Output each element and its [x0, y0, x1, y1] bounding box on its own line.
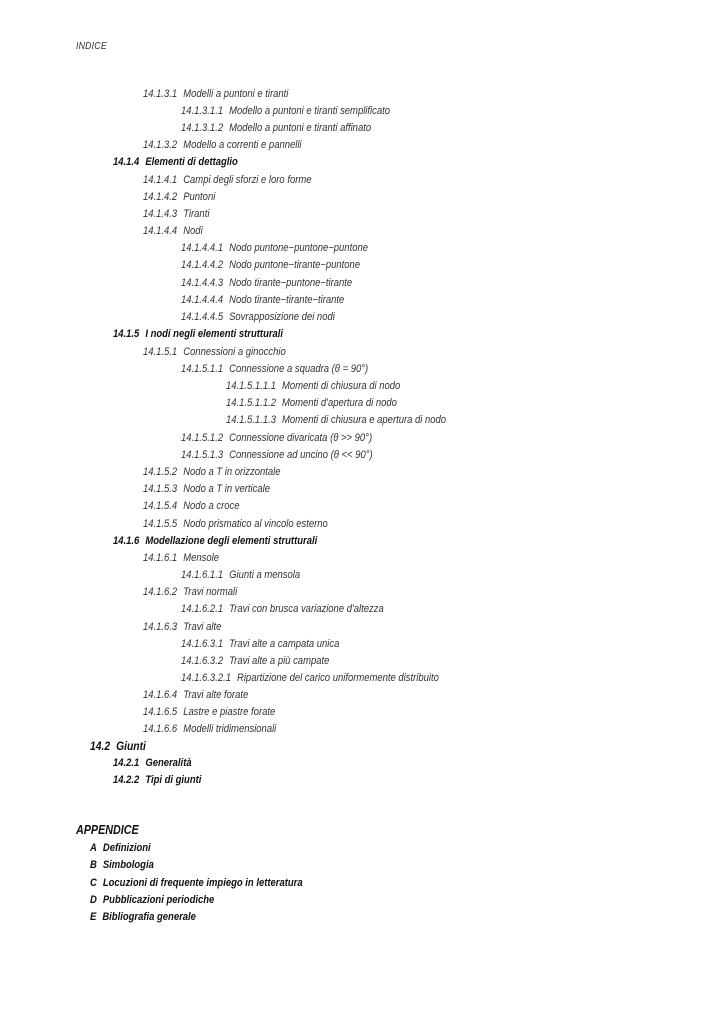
- toc-number: 14.1.5.1.1.1: [226, 380, 276, 392]
- toc-title: Nodo a T in verticale: [183, 483, 270, 495]
- toc-number: 14.1.4.4.3: [181, 277, 224, 289]
- toc-number: 14.1.5.1.1.2: [226, 397, 276, 409]
- toc-title: Nodo puntone−puntone−puntone: [229, 242, 368, 254]
- appendix-item-title: Simbologia: [102, 859, 154, 871]
- toc-entry[interactable]: [181, 310, 335, 324]
- toc-title: Campi degli sforzi e loro forme: [183, 174, 312, 186]
- toc-title: Ripartizione del carico uniformemente distribuito: [236, 672, 439, 684]
- toc-entry[interactable]: [143, 688, 248, 702]
- toc-title: Travi alte forate: [183, 689, 249, 701]
- toc-entry[interactable]: [143, 722, 276, 736]
- toc-title: Nodo a croce: [183, 500, 240, 512]
- toc-number: 14.1.4.2: [143, 191, 178, 203]
- toc-entry[interactable]: [143, 345, 286, 359]
- toc-number: 14.1.4.4.5: [181, 311, 224, 323]
- toc-number: 14.1.6.1.1: [181, 569, 224, 581]
- toc-title: Tipi di giunti: [145, 774, 202, 786]
- toc-number: 14.1.4.4.4: [181, 294, 224, 306]
- toc-entry[interactable]: [90, 739, 146, 753]
- toc-title: Nodo puntone−tirante−puntone: [229, 259, 361, 271]
- appendix-entry[interactable]: [90, 893, 214, 907]
- toc-entry[interactable]: [181, 362, 368, 376]
- appendix-title: APPENDICE: [76, 823, 139, 837]
- toc-title: Momenti d'apertura di nodo: [281, 397, 397, 409]
- toc-entry[interactable]: [181, 671, 439, 685]
- toc-entry[interactable]: [181, 241, 368, 255]
- toc-number: 14.1.4.4.2: [181, 259, 224, 271]
- toc-title: Nodo tirante−tirante−tirante: [229, 294, 345, 306]
- toc-number: 14.1.5.1.2: [181, 432, 224, 444]
- toc-number: 14.1.5.1: [143, 346, 178, 358]
- toc-entry[interactable]: [143, 173, 312, 187]
- toc-title: Travi alte a campata unica: [229, 638, 340, 650]
- toc-entry[interactable]: [113, 327, 283, 341]
- appendix-item-title: Definizioni: [102, 842, 151, 854]
- toc-entry[interactable]: [181, 602, 384, 616]
- toc-entry[interactable]: [181, 258, 360, 272]
- toc-number: 14.1.6.5: [143, 706, 178, 718]
- toc-title: Nodi: [183, 225, 203, 237]
- toc-number: 14.1.5.1.1.3: [226, 414, 276, 426]
- toc-number: 14.1.6.6: [143, 723, 178, 735]
- toc-number: 14.1.4.4: [143, 225, 178, 237]
- toc-number: 14.1.6.1: [143, 552, 178, 564]
- toc-title: Connessione ad uncino (θ << 90°): [229, 449, 373, 461]
- toc-title: Giunti a mensola: [229, 569, 301, 581]
- toc-entry[interactable]: [181, 431, 372, 445]
- toc-number: 14.1.6.4: [143, 689, 178, 701]
- toc-title: Lastre e piastre forate: [183, 706, 276, 718]
- toc-number: 14.1.4: [113, 156, 140, 168]
- toc-title: Mensole: [183, 552, 219, 564]
- appendix-item-title: Pubblicazioni periodiche: [102, 894, 215, 906]
- toc-title: I nodi negli elementi strutturali: [145, 328, 284, 340]
- toc-title: Modellazione degli elementi strutturali: [145, 535, 318, 547]
- toc-entry[interactable]: [113, 773, 201, 787]
- toc-entry[interactable]: [181, 121, 371, 135]
- toc-number: 14.1.6.2: [143, 586, 178, 598]
- toc-entry[interactable]: [226, 396, 397, 410]
- appendix-entry[interactable]: [90, 876, 303, 890]
- page-header: INDICE: [76, 41, 107, 52]
- toc-entry[interactable]: [143, 482, 270, 496]
- toc-title: Travi con brusca variazione d'altezza: [229, 603, 384, 615]
- toc-title: Travi alte: [183, 621, 222, 633]
- toc-title: Modello a puntoni e tiranti semplificato: [229, 105, 391, 117]
- toc-entry[interactable]: [181, 654, 329, 668]
- toc-title: Modello a correnti e pannelli: [183, 139, 302, 151]
- toc-number: 14.2.1: [113, 757, 140, 769]
- toc-title: Modello a puntoni e tiranti affinato: [229, 122, 372, 134]
- toc-entry[interactable]: [143, 551, 219, 565]
- toc-entry[interactable]: [143, 207, 209, 221]
- toc-number: 14.1.3.2: [143, 139, 178, 151]
- toc-entry[interactable]: [143, 87, 288, 101]
- toc-entry[interactable]: [113, 155, 238, 169]
- toc-entry[interactable]: [143, 517, 328, 531]
- toc-entry[interactable]: [143, 138, 302, 152]
- toc-title: Puntoni: [183, 191, 216, 203]
- toc-number: 14.1.6.3.2.1: [181, 672, 231, 684]
- toc-number: 14.1.5.1.3: [181, 449, 224, 461]
- toc-entry[interactable]: [181, 104, 390, 118]
- toc-entry[interactable]: [181, 276, 352, 290]
- appendix-entry[interactable]: [90, 858, 154, 872]
- appendix-letter: C: [90, 877, 97, 889]
- toc-entry[interactable]: [181, 637, 339, 651]
- toc-number: 14.1.6.3.1: [181, 638, 224, 650]
- toc-entry[interactable]: [143, 499, 239, 513]
- toc-entry[interactable]: [181, 568, 300, 582]
- toc-entry[interactable]: [143, 224, 203, 238]
- appendix-letter: A: [90, 842, 97, 854]
- toc-number: 14.1.5.5: [143, 518, 178, 530]
- toc-title: Modelli a puntoni e tiranti: [183, 88, 289, 100]
- toc-entry[interactable]: [113, 534, 317, 548]
- toc-number: 14.1.5: [113, 328, 140, 340]
- appendix-entry[interactable]: [90, 910, 196, 924]
- toc-number: 14.1.4.1: [143, 174, 178, 186]
- toc-number: 14.1.3.1: [143, 88, 178, 100]
- toc-entry[interactable]: [181, 448, 373, 462]
- toc-entry[interactable]: [143, 705, 275, 719]
- toc-number: 14.1.5.1.1: [181, 363, 224, 375]
- toc-title: Momenti di chiusura di nodo: [281, 380, 401, 392]
- toc-number: 14.2.2: [113, 774, 140, 786]
- toc-number: 14.1.6.3: [143, 621, 178, 633]
- toc-title: Sovrapposizione dei nodi: [229, 311, 335, 323]
- toc-entry[interactable]: [143, 585, 237, 599]
- toc-title: Connessione a squadra (θ = 90°): [229, 363, 369, 375]
- toc-title: Travi alte a più campate: [229, 655, 330, 667]
- appendix-letter: E: [90, 911, 97, 923]
- toc-title: Generalità: [145, 757, 192, 769]
- appendix-letter: B: [90, 859, 97, 871]
- toc-number: 14.1.3.1.1: [181, 105, 224, 117]
- appendix-item-title: Bibliografia generale: [102, 911, 196, 923]
- appendix-entry[interactable]: [90, 841, 151, 855]
- appendix-letter: D: [90, 894, 97, 906]
- toc-number: 14.2: [90, 739, 111, 753]
- toc-entry[interactable]: [226, 379, 400, 393]
- toc-entry[interactable]: [226, 413, 446, 427]
- toc-number: 14.1.6.2.1: [181, 603, 224, 615]
- toc-title: Momenti di chiusura e apertura di nodo: [281, 414, 447, 426]
- toc-entry[interactable]: [113, 756, 192, 770]
- toc-number: 14.1.6: [113, 535, 140, 547]
- toc-number: 14.1.4.4.1: [181, 242, 224, 254]
- toc-title: Giunti: [116, 739, 146, 753]
- toc-title: Connessioni a ginocchio: [183, 346, 286, 358]
- toc-number: 14.1.5.2: [143, 466, 178, 478]
- appendix-item-title: Locuzioni di frequente impiego in letteratura: [102, 877, 303, 889]
- toc-title: Connessione divaricata (θ >> 90°): [229, 432, 373, 444]
- toc-number: 14.1.5.3: [143, 483, 178, 495]
- toc-entry[interactable]: [181, 293, 344, 307]
- toc-title: Tiranti: [183, 208, 210, 220]
- toc-entry[interactable]: [143, 465, 281, 479]
- toc-entry[interactable]: [143, 190, 215, 204]
- toc-title: Nodo tirante−puntone−tirante: [229, 277, 353, 289]
- toc-number: 14.1.6.3.2: [181, 655, 224, 667]
- toc-number: 14.1.4.3: [143, 208, 178, 220]
- toc-title: Elementi di dettaglio: [145, 156, 238, 168]
- toc-title: Nodo prismatico al vincolo esterno: [183, 518, 328, 530]
- toc-title: Travi normali: [183, 586, 238, 598]
- toc-entry[interactable]: [143, 620, 221, 634]
- toc-title: Modelli tridimensionali: [183, 723, 277, 735]
- toc-number: 14.1.3.1.2: [181, 122, 224, 134]
- toc-title: Nodo a T in orizzontale: [183, 466, 281, 478]
- toc-number: 14.1.5.4: [143, 500, 178, 512]
